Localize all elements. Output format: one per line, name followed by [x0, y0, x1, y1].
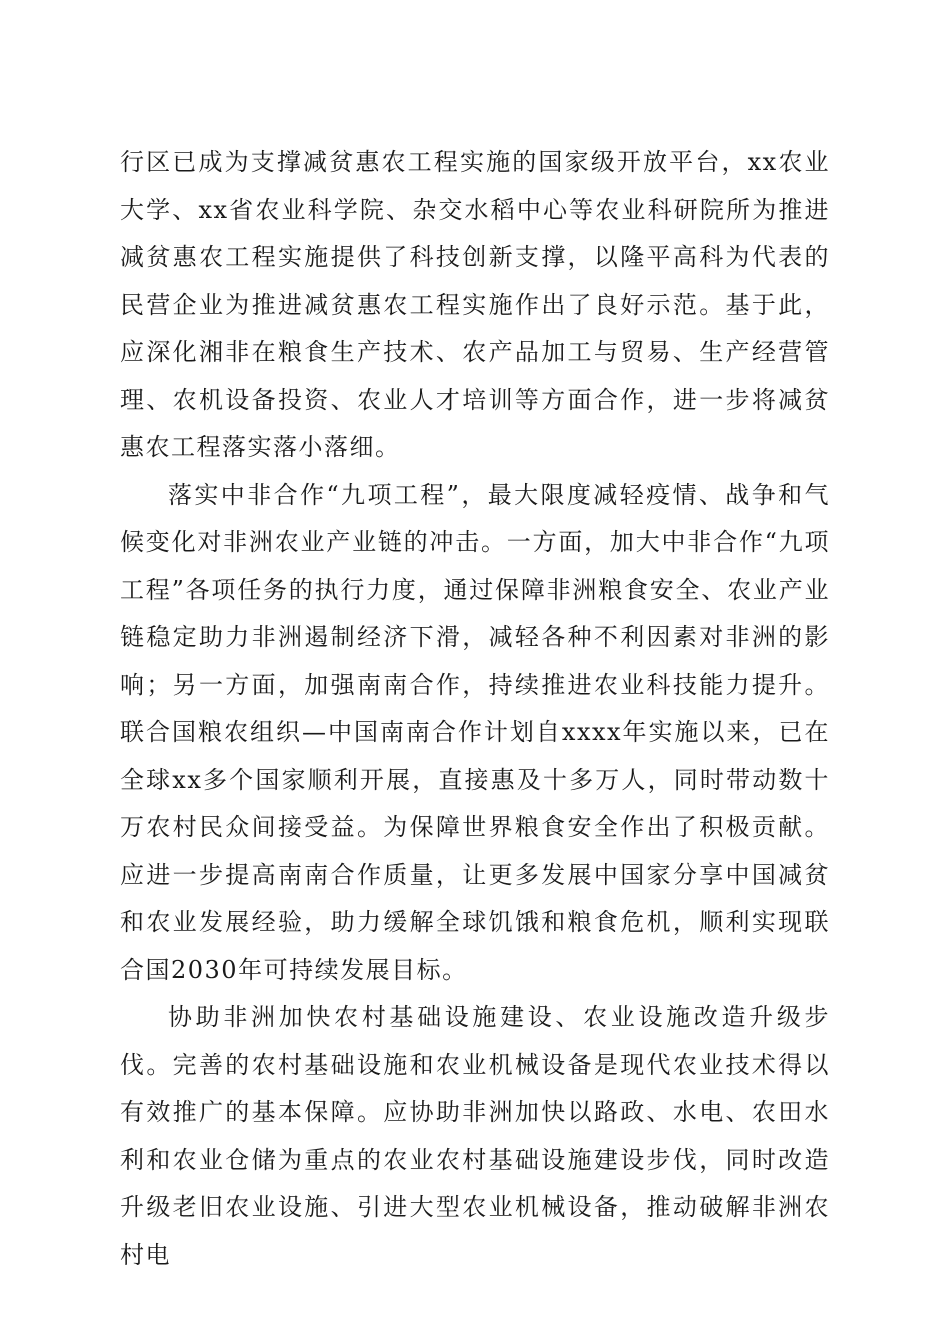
paragraph-infrastructure: 协助非洲加快农村基础设施建设、农业设施改造升级步伐。完善的农村基础设施和农业机械设备是现代农业技术得以有效推广的基本保障。应协助非洲加快以路政、水电、农田水利和农业仓储为重点的农业农村基础设施建设步伐，同时改造升级老旧农业设施、引进大型农业机械设备，推动破解非洲农村电 — [120, 1003, 830, 1269]
paragraph-nine-projects: 落实中非合作“九项工程”，最大限度减轻疫情、战争和气候变化对非洲农业产业链的冲击。一方面，加大中非合作“九项工程”各项任务的执行力度，通过保障非洲粮食安全、农业产业链稳定助力非洲遏制经济下滑，减轻各种不利因素对非洲的影响；另一方面，加强南南合作，持续推进农业科技能力提升。联合国粮农组织—中国南南合作计划自xxxx年实施以来，已在全球xx多个国家顺利开展，直接惠及十多万人，同时带动数十万农村民众间接受益。为保障世界粮食安全作出了积极贡献。应进一步提高南南合作质量，让更多发展中国家分享中国减贫和农业发展经验，助力缓解全球饥饿和粮食危机，顺利实现联合国2030年可持续发展目标。 — [120, 480, 830, 984]
paragraph-continuation: 行区已成为支撑减贫惠农工程实施的国家级开放平台，xx农业大学、xx省农业科学院、杂交水稻中心等农业科研院所为推进减贫惠农工程实施提供了科技创新支撑，以隆平高科为代表的民营企业为推进减贫惠农工程实施作出了良好示范。基于此，应深化湘非在粮食生产技术、农产品加工与贸易、生产经营管理、农机设备投资、农业人才培训等方面合作，进一步将减贫惠农工程落实落小落细。 — [120, 148, 830, 461]
body-text — [120, 139, 830, 1279]
